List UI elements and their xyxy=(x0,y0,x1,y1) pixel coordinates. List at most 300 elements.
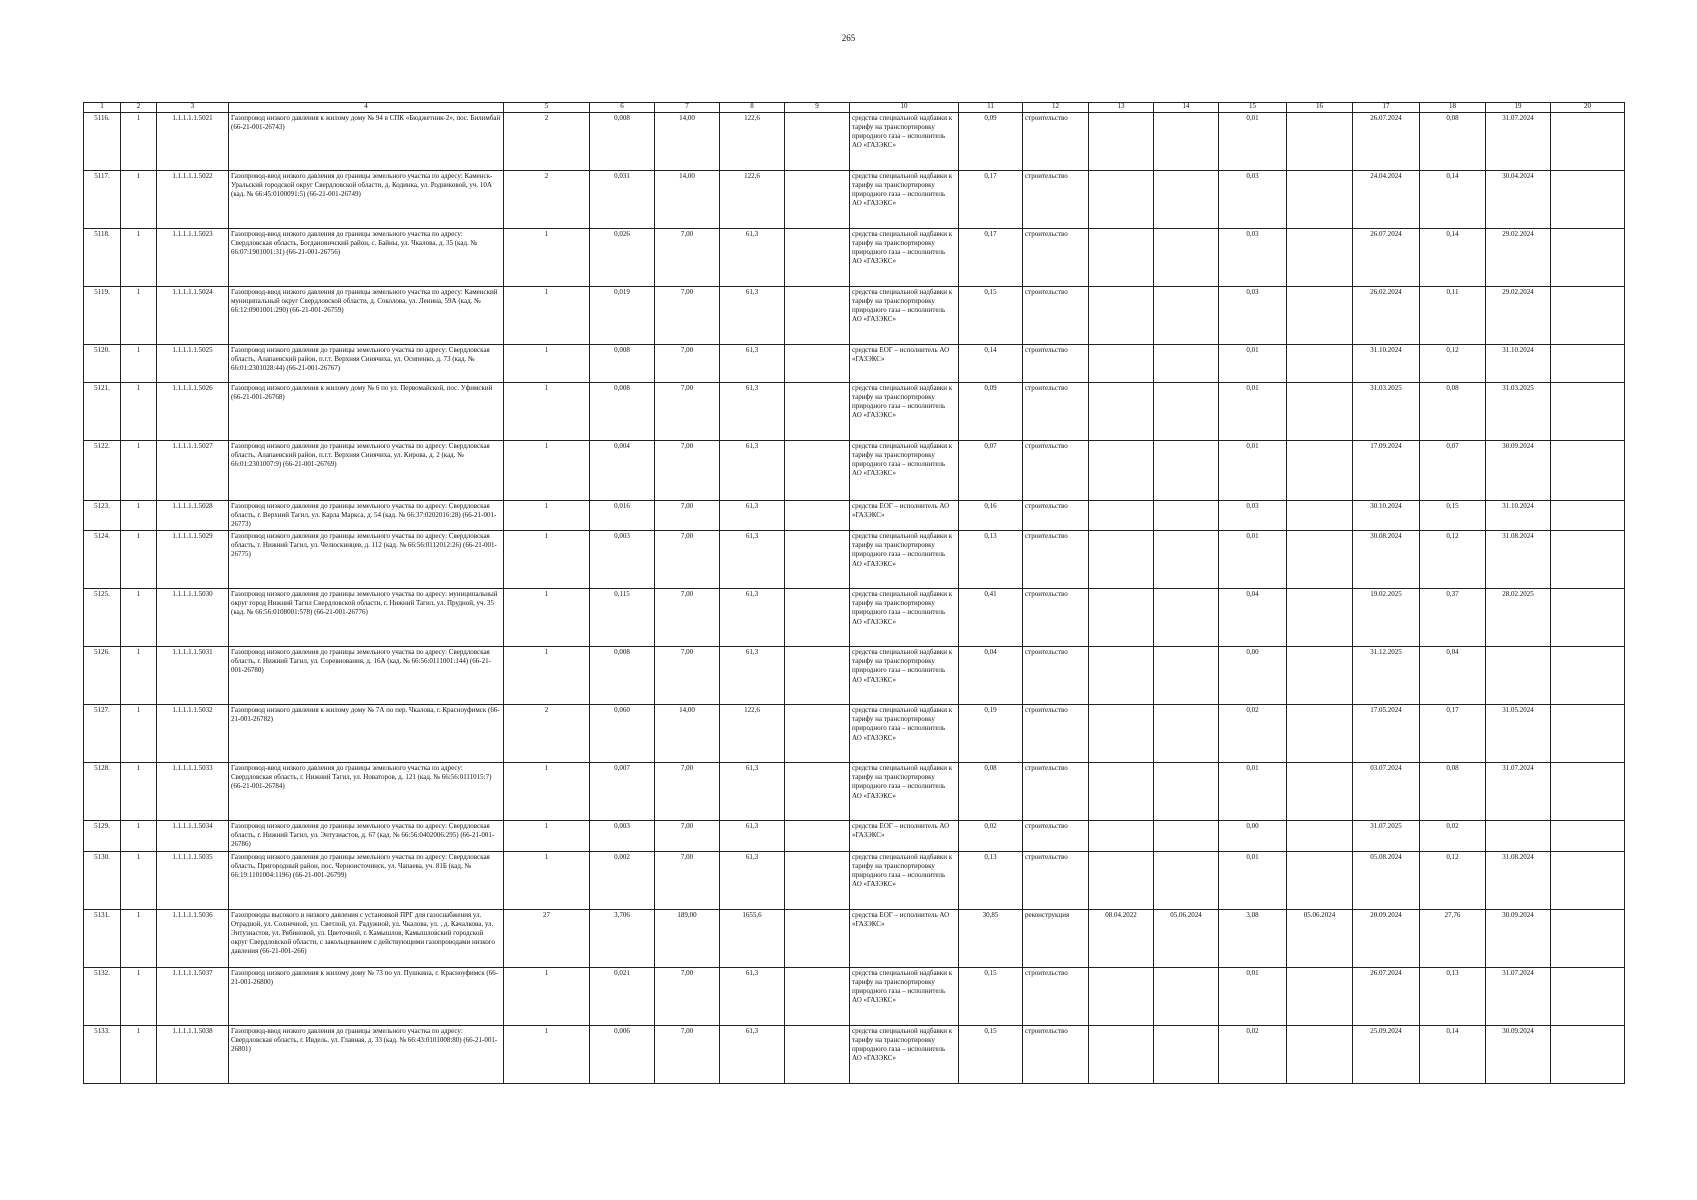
col-18-value: 0,12 xyxy=(1420,345,1486,383)
table-row xyxy=(84,909,1625,967)
col-2-value: 1 xyxy=(121,383,157,441)
col-2-value: 1 xyxy=(121,763,157,821)
col-8-value: 61,3 xyxy=(720,287,785,345)
col-15-value: 0,04 xyxy=(1219,589,1287,647)
col-16-date xyxy=(1287,967,1353,1025)
work-type: строительство xyxy=(1023,821,1089,851)
start-date xyxy=(1089,501,1154,531)
funding-source: средства ЕОГ – исполнитель АО «ГАЗЭКС» xyxy=(850,821,959,851)
funding-source: средства специальной надбавки к тарифу на транспортировку природного газа – исполнитель АО «ГАЗЭКС» xyxy=(850,113,959,171)
col-8-value: 61,3 xyxy=(720,967,785,1025)
col-18-value: 0,12 xyxy=(1420,531,1486,589)
work-type: реконструкция xyxy=(1023,909,1089,967)
col-16-date xyxy=(1287,287,1353,345)
column-header: 17 xyxy=(1353,103,1420,113)
row-number: 5121. xyxy=(84,383,121,441)
work-type: строительство xyxy=(1023,647,1089,705)
col-2-value: 1 xyxy=(121,1025,157,1083)
work-type: строительство xyxy=(1023,1025,1089,1083)
col-2-value: 1 xyxy=(121,705,157,763)
col-19-date: 30.09.2024 xyxy=(1486,1025,1551,1083)
col-5-value: 1 xyxy=(504,589,590,647)
funding-source: средства специальной надбавки к тарифу на транспортировку природного газа – исполнитель АО «ГАЗЭКС» xyxy=(850,589,959,647)
col-18-value: 0,04 xyxy=(1420,647,1486,705)
col-14-date xyxy=(1154,345,1219,383)
column-header: 3 xyxy=(157,103,229,113)
table-row xyxy=(84,647,1625,705)
item-code: 1.1.1.1.1.5037 xyxy=(157,967,229,1025)
col-5-value: 1 xyxy=(504,345,590,383)
col-8-value: 61,3 xyxy=(720,441,785,501)
col-5-value: 1 xyxy=(504,287,590,345)
col-14-date xyxy=(1154,441,1219,501)
row-number: 5120. xyxy=(84,345,121,383)
table-row xyxy=(84,287,1625,345)
col-2-value: 1 xyxy=(121,909,157,967)
table-row xyxy=(84,229,1625,287)
col-18-value: 0,08 xyxy=(1420,763,1486,821)
completion-date: 31.10.2024 xyxy=(1353,345,1420,383)
cost-total: 0,09 xyxy=(959,113,1023,171)
col-18-value: 0,08 xyxy=(1420,383,1486,441)
col-20-value xyxy=(1551,967,1625,1025)
col-9-value xyxy=(785,501,850,531)
length-km: 0,003 xyxy=(590,531,655,589)
table-row xyxy=(84,113,1625,171)
col-8-value: 61,3 xyxy=(720,763,785,821)
col-15-value: 0,01 xyxy=(1219,345,1287,383)
col-15-value: 0,03 xyxy=(1219,229,1287,287)
cost-total: 0,09 xyxy=(959,383,1023,441)
row-number: 5127. xyxy=(84,705,121,763)
item-code: 1.1.1.1.1.5022 xyxy=(157,171,229,229)
start-date xyxy=(1089,647,1154,705)
col-7-value: 7,00 xyxy=(655,647,720,705)
col-9-value xyxy=(785,441,850,501)
column-header: 11 xyxy=(959,103,1023,113)
col-7-value: 7,00 xyxy=(655,589,720,647)
col-16-date xyxy=(1287,229,1353,287)
start-date xyxy=(1089,531,1154,589)
col-9-value xyxy=(785,705,850,763)
col-20-value xyxy=(1551,589,1625,647)
col-20-value xyxy=(1551,531,1625,589)
completion-date: 26.07.2024 xyxy=(1353,967,1420,1025)
col-2-value: 1 xyxy=(121,287,157,345)
completion-date: 19.02.2025 xyxy=(1353,589,1420,647)
funding-source: средства специальной надбавки к тарифу на транспортировку природного газа – исполнитель АО «ГАЗЭКС» xyxy=(850,967,959,1025)
col-18-value: 0,37 xyxy=(1420,589,1486,647)
column-header: 12 xyxy=(1023,103,1089,113)
object-description: Газопроводы высокого и низкого давления с установкой ПРГ для газоснабжения ул. Отрадной, ул. Солнечной, ул. Светлой, ул. Радужной, ул. Чкалова, ул. , д. Качалкова, ул. Энтузиастов, ул. Рябиновой, ул. Цветочной, г. Камышлов, Камышловский городской округ Свердловской области, с закольцеванием с действующими газопроводами низкого давления (66-21-001-266) xyxy=(229,909,504,967)
object-description: Газопровод-ввод низкого давления до границы земельного участка по адресу: Каменский муниципальный округ Свердловской области, д. Соколова, ул. Ленина, 59А (кад. № 66:12:0901001:290) (66-21-001-26759) xyxy=(229,287,504,345)
completion-date: 24.04.2024 xyxy=(1353,171,1420,229)
col-18-value: 0,17 xyxy=(1420,705,1486,763)
col-9-value xyxy=(785,287,850,345)
col-20-value xyxy=(1551,441,1625,501)
col-15-value: 0,03 xyxy=(1219,171,1287,229)
row-number: 5117. xyxy=(84,171,121,229)
completion-date: 30.10.2024 xyxy=(1353,501,1420,531)
col-2-value: 1 xyxy=(121,113,157,171)
col-9-value xyxy=(785,113,850,171)
col-14-date xyxy=(1154,647,1219,705)
col-5-value: 1 xyxy=(504,763,590,821)
col-20-value xyxy=(1551,229,1625,287)
start-date xyxy=(1089,383,1154,441)
col-8-value: 61,3 xyxy=(720,821,785,851)
item-code: 1.1.1.1.1.5031 xyxy=(157,647,229,705)
column-header: 20 xyxy=(1551,103,1625,113)
col-2-value: 1 xyxy=(121,821,157,851)
col-19-date: 30.09.2024 xyxy=(1486,441,1551,501)
start-date xyxy=(1089,171,1154,229)
col-20-value xyxy=(1551,171,1625,229)
funding-source: средства специальной надбавки к тарифу на транспортировку природного газа – исполнитель АО «ГАЗЭКС» xyxy=(850,531,959,589)
length-km: 0,016 xyxy=(590,501,655,531)
column-header: 10 xyxy=(850,103,959,113)
cost-total: 0,17 xyxy=(959,171,1023,229)
start-date xyxy=(1089,441,1154,501)
col-20-value xyxy=(1551,1025,1625,1083)
col-19-date: 31.10.2024 xyxy=(1486,345,1551,383)
length-km: 0,008 xyxy=(590,383,655,441)
table-row xyxy=(84,1025,1625,1083)
row-number: 5119. xyxy=(84,287,121,345)
col-19-date: 30.09.2024 xyxy=(1486,909,1551,967)
col-7-value: 7,00 xyxy=(655,1025,720,1083)
object-description: Газопровод низкого давления до границы земельного участка по адресу: Свердловская область, г. Нижний Тагил, ул. Соревнования, д. 16А (кад. № 66:56:0111001:144) (66-21-001-26780) xyxy=(229,647,504,705)
col-14-date xyxy=(1154,967,1219,1025)
col-16-date xyxy=(1287,441,1353,501)
cost-total: 0,13 xyxy=(959,531,1023,589)
column-number-header xyxy=(84,103,1625,113)
work-type: строительство xyxy=(1023,171,1089,229)
col-15-value: 0,01 xyxy=(1219,763,1287,821)
col-2-value: 1 xyxy=(121,345,157,383)
col-18-value: 0,12 xyxy=(1420,851,1486,909)
cost-total: 0,15 xyxy=(959,287,1023,345)
col-20-value xyxy=(1551,113,1625,171)
completion-date: 25.09.2024 xyxy=(1353,1025,1420,1083)
item-code: 1.1.1.1.1.5033 xyxy=(157,763,229,821)
work-type: строительство xyxy=(1023,705,1089,763)
col-20-value xyxy=(1551,345,1625,383)
col-15-value: 3,08 xyxy=(1219,909,1287,967)
col-16-date xyxy=(1287,705,1353,763)
col-15-value: 0,02 xyxy=(1219,705,1287,763)
col-7-value: 7,00 xyxy=(655,763,720,821)
col-5-value: 1 xyxy=(504,501,590,531)
start-date xyxy=(1089,705,1154,763)
col-2-value: 1 xyxy=(121,589,157,647)
completion-date: 17.09.2024 xyxy=(1353,441,1420,501)
col-19-date xyxy=(1486,821,1551,851)
col-7-value: 7,00 xyxy=(655,383,720,441)
object-description: Газопровод низкого давления до границы земельного участка по адресу: Свердловская область, Алапаевский район, п.г.т. Верхняя Синячиха, ул. Кирова, д. 2 (кад. № 66:01:2301007:9) (66-21-001-26769) xyxy=(229,441,504,501)
col-20-value xyxy=(1551,287,1625,345)
col-16-date xyxy=(1287,531,1353,589)
col-19-date: 31.05.2024 xyxy=(1486,705,1551,763)
col-20-value xyxy=(1551,705,1625,763)
col-7-value: 7,00 xyxy=(655,345,720,383)
col-15-value: 0,01 xyxy=(1219,851,1287,909)
table-row xyxy=(84,821,1625,851)
col-2-value: 1 xyxy=(121,851,157,909)
item-code: 1.1.1.1.1.5032 xyxy=(157,705,229,763)
work-type: строительство xyxy=(1023,113,1089,171)
col-8-value: 61,3 xyxy=(720,647,785,705)
cost-total: 30,85 xyxy=(959,909,1023,967)
col-18-value: 0,13 xyxy=(1420,967,1486,1025)
col-16-date xyxy=(1287,171,1353,229)
col-8-value: 122,6 xyxy=(720,705,785,763)
col-16-date xyxy=(1287,851,1353,909)
col-5-value: 1 xyxy=(504,647,590,705)
col-15-value: 0,01 xyxy=(1219,441,1287,501)
col-18-value: 0,07 xyxy=(1420,441,1486,501)
col-20-value xyxy=(1551,763,1625,821)
col-5-value: 1 xyxy=(504,383,590,441)
page-number: 265 xyxy=(841,33,856,43)
col-15-value: 0,01 xyxy=(1219,967,1287,1025)
completion-date: 26.07.2024 xyxy=(1353,113,1420,171)
cost-total: 0,08 xyxy=(959,763,1023,821)
col-16-date xyxy=(1287,647,1353,705)
col-18-value: 0,14 xyxy=(1420,1025,1486,1083)
col-2-value: 1 xyxy=(121,441,157,501)
col-9-value xyxy=(785,647,850,705)
length-km: 0,006 xyxy=(590,1025,655,1083)
col-19-date: 31.03.2025 xyxy=(1486,383,1551,441)
table-row xyxy=(84,383,1625,441)
start-date xyxy=(1089,345,1154,383)
register-table xyxy=(83,102,1625,1084)
col-15-value: 0,01 xyxy=(1219,383,1287,441)
col-20-value xyxy=(1551,821,1625,851)
col-14-date xyxy=(1154,763,1219,821)
column-header: 14 xyxy=(1154,103,1219,113)
col-19-date xyxy=(1486,647,1551,705)
col-5-value: 1 xyxy=(504,821,590,851)
col-9-value xyxy=(785,763,850,821)
length-km: 0,115 xyxy=(590,589,655,647)
item-code: 1.1.1.1.1.5035 xyxy=(157,851,229,909)
col-5-value: 1 xyxy=(504,531,590,589)
col-8-value: 61,3 xyxy=(720,501,785,531)
col-16-date xyxy=(1287,113,1353,171)
table-body xyxy=(84,113,1625,1084)
table-row xyxy=(84,589,1625,647)
length-km: 0,060 xyxy=(590,705,655,763)
col-15-value: 0,03 xyxy=(1219,501,1287,531)
col-14-date xyxy=(1154,705,1219,763)
funding-source: средства специальной надбавки к тарифу на транспортировку природного газа – исполнитель АО «ГАЗЭКС» xyxy=(850,441,959,501)
col-19-date: 30.04.2024 xyxy=(1486,171,1551,229)
col-19-date: 29.02.2024 xyxy=(1486,287,1551,345)
col-16-date xyxy=(1287,821,1353,851)
length-km: 0,004 xyxy=(590,441,655,501)
col-2-value: 1 xyxy=(121,531,157,589)
col-5-value: 1 xyxy=(504,441,590,501)
table-row xyxy=(84,345,1625,383)
funding-source: средства специальной надбавки к тарифу на транспортировку природного газа – исполнитель АО «ГАЗЭКС» xyxy=(850,1025,959,1083)
col-5-value: 2 xyxy=(504,113,590,171)
row-number: 5116. xyxy=(84,113,121,171)
cost-total: 0,04 xyxy=(959,647,1023,705)
col-7-value: 7,00 xyxy=(655,851,720,909)
work-type: строительство xyxy=(1023,589,1089,647)
col-18-value: 0,02 xyxy=(1420,821,1486,851)
col-19-date: 31.07.2024 xyxy=(1486,763,1551,821)
col-9-value xyxy=(785,171,850,229)
start-date xyxy=(1089,113,1154,171)
col-5-value: 1 xyxy=(504,851,590,909)
col-8-value: 61,3 xyxy=(720,229,785,287)
row-number: 5126. xyxy=(84,647,121,705)
col-14-date xyxy=(1154,821,1219,851)
work-type: строительство xyxy=(1023,967,1089,1025)
work-type: строительство xyxy=(1023,501,1089,531)
object-description: Газопровод низкого давления до границы земельного участка по адресу: Свердловская область, г. Нижний Тагил, ул. Челюскинцев, д. 112 (кад. № 66:56:0112012:26) (66-21-001-26775) xyxy=(229,531,504,589)
col-15-value: 0,01 xyxy=(1219,113,1287,171)
column-header: 5 xyxy=(504,103,590,113)
item-code: 1.1.1.1.1.5025 xyxy=(157,345,229,383)
length-km: 0,008 xyxy=(590,647,655,705)
col-16-date: 05.06.2024 xyxy=(1287,909,1353,967)
completion-date: 03.07.2024 xyxy=(1353,763,1420,821)
col-19-date: 31.08.2024 xyxy=(1486,851,1551,909)
column-header: 4 xyxy=(229,103,504,113)
length-km: 0,008 xyxy=(590,345,655,383)
col-7-value: 7,00 xyxy=(655,531,720,589)
col-7-value: 14,00 xyxy=(655,171,720,229)
col-7-value: 189,00 xyxy=(655,909,720,967)
funding-source: средства ЕОГ – исполнитель АО «ГАЗЭКС» xyxy=(850,345,959,383)
work-type: строительство xyxy=(1023,851,1089,909)
funding-source: средства специальной надбавки к тарифу на транспортировку природного газа – исполнитель АО «ГАЗЭКС» xyxy=(850,705,959,763)
column-header: 7 xyxy=(655,103,720,113)
col-19-date: 29.02.2024 xyxy=(1486,229,1551,287)
col-15-value: 0,00 xyxy=(1219,647,1287,705)
work-type: строительство xyxy=(1023,383,1089,441)
object-description: Газопровод-ввод низкого давления до границы земельного участка по адресу: Свердловская область, г. Нижний Тагил, ул. Новаторов, д. 121 (кад. № 66:56:0111015:7) (66-21-001-26784) xyxy=(229,763,504,821)
start-date xyxy=(1089,851,1154,909)
table-row xyxy=(84,851,1625,909)
work-type: строительство xyxy=(1023,229,1089,287)
completion-date: 31.07.2025 xyxy=(1353,821,1420,851)
length-km: 0,007 xyxy=(590,763,655,821)
object-description: Газопровод низкого давления к жилому дому № 94 в СПК «Бюджетник-2», пос. Билимбай (66-21-001-26743) xyxy=(229,113,504,171)
funding-source: средства специальной надбавки к тарифу на транспортировку природного газа – исполнитель АО «ГАЗЭКС» xyxy=(850,171,959,229)
col-14-date xyxy=(1154,501,1219,531)
cost-total: 0,02 xyxy=(959,821,1023,851)
col-20-value xyxy=(1551,383,1625,441)
object-description: Газопровод низкого давления до границы земельного участка по адресу: Свердловская область, г. Верхний Тагил, ул. Карла Маркса, д. 54 (кад. № 66:37:0202016:28) (66-21-001-26773) xyxy=(229,501,504,531)
col-8-value: 122,6 xyxy=(720,113,785,171)
row-number: 5130. xyxy=(84,851,121,909)
row-number: 5129. xyxy=(84,821,121,851)
col-2-value: 1 xyxy=(121,171,157,229)
col-19-date: 31.10.2024 xyxy=(1486,501,1551,531)
col-16-date xyxy=(1287,383,1353,441)
col-18-value: 0,14 xyxy=(1420,171,1486,229)
row-number: 5125. xyxy=(84,589,121,647)
completion-date: 20.09.2024 xyxy=(1353,909,1420,967)
col-16-date xyxy=(1287,763,1353,821)
column-header: 16 xyxy=(1287,103,1353,113)
col-9-value xyxy=(785,909,850,967)
col-16-date xyxy=(1287,345,1353,383)
row-number: 5123. xyxy=(84,501,121,531)
completion-date: 31.12.2025 xyxy=(1353,647,1420,705)
col-8-value: 1655,6 xyxy=(720,909,785,967)
start-date xyxy=(1089,1025,1154,1083)
length-km: 0,026 xyxy=(590,229,655,287)
length-km: 0,021 xyxy=(590,967,655,1025)
col-5-value: 1 xyxy=(504,229,590,287)
start-date xyxy=(1089,763,1154,821)
col-9-value xyxy=(785,967,850,1025)
column-header: 9 xyxy=(785,103,850,113)
object-description: Газопровод низкого давления до границы земельного участка по адресу: Свердловская область, Алапаевский район, п.г.т. Верхняя Синячиха, ул. Осипенко, д. 73 (кад. № 66:01:2301028:44) (66-21-001-26767) xyxy=(229,345,504,383)
col-14-date xyxy=(1154,287,1219,345)
column-header: 2 xyxy=(121,103,157,113)
col-19-date: 28.02.2025 xyxy=(1486,589,1551,647)
col-5-value: 27 xyxy=(504,909,590,967)
col-9-value xyxy=(785,589,850,647)
row-number: 5118. xyxy=(84,229,121,287)
length-km: 0,031 xyxy=(590,171,655,229)
col-15-value: 0,03 xyxy=(1219,287,1287,345)
work-type: строительство xyxy=(1023,287,1089,345)
col-20-value xyxy=(1551,909,1625,967)
work-type: строительство xyxy=(1023,531,1089,589)
row-number: 5128. xyxy=(84,763,121,821)
col-14-date xyxy=(1154,229,1219,287)
funding-source: средства специальной надбавки к тарифу на транспортировку природного газа – исполнитель АО «ГАЗЭКС» xyxy=(850,287,959,345)
col-9-value xyxy=(785,851,850,909)
item-code: 1.1.1.1.1.5023 xyxy=(157,229,229,287)
col-8-value: 61,3 xyxy=(720,345,785,383)
completion-date: 17.05.2024 xyxy=(1353,705,1420,763)
col-9-value xyxy=(785,345,850,383)
funding-source: средства ЕОГ – исполнитель АО «ГАЗЭКС» xyxy=(850,501,959,531)
col-8-value: 61,3 xyxy=(720,851,785,909)
table-row xyxy=(84,171,1625,229)
length-km: 0,008 xyxy=(590,113,655,171)
col-20-value xyxy=(1551,501,1625,531)
cost-total: 0,13 xyxy=(959,851,1023,909)
col-7-value: 7,00 xyxy=(655,287,720,345)
cost-total: 0,07 xyxy=(959,441,1023,501)
length-km: 0,019 xyxy=(590,287,655,345)
col-16-date xyxy=(1287,1025,1353,1083)
item-code: 1.1.1.1.1.5021 xyxy=(157,113,229,171)
work-type: строительство xyxy=(1023,763,1089,821)
col-15-value: 0,01 xyxy=(1219,531,1287,589)
col-7-value: 7,00 xyxy=(655,501,720,531)
cost-total: 0,19 xyxy=(959,705,1023,763)
start-date xyxy=(1089,229,1154,287)
row-number: 5133. xyxy=(84,1025,121,1083)
table-row xyxy=(84,441,1625,501)
object-description: Газопровод-ввод низкого давления до границы земельного участка по адресу: Каменск-Уральский городской округ Свердловской области, д. Кодинка, ул. Родниковой, уч. 10А (кад. № 66:45:0100091:5) (66-21-001-26749) xyxy=(229,171,504,229)
length-km: 0,003 xyxy=(590,821,655,851)
column-header: 8 xyxy=(720,103,785,113)
start-date xyxy=(1089,967,1154,1025)
col-7-value: 7,00 xyxy=(655,441,720,501)
